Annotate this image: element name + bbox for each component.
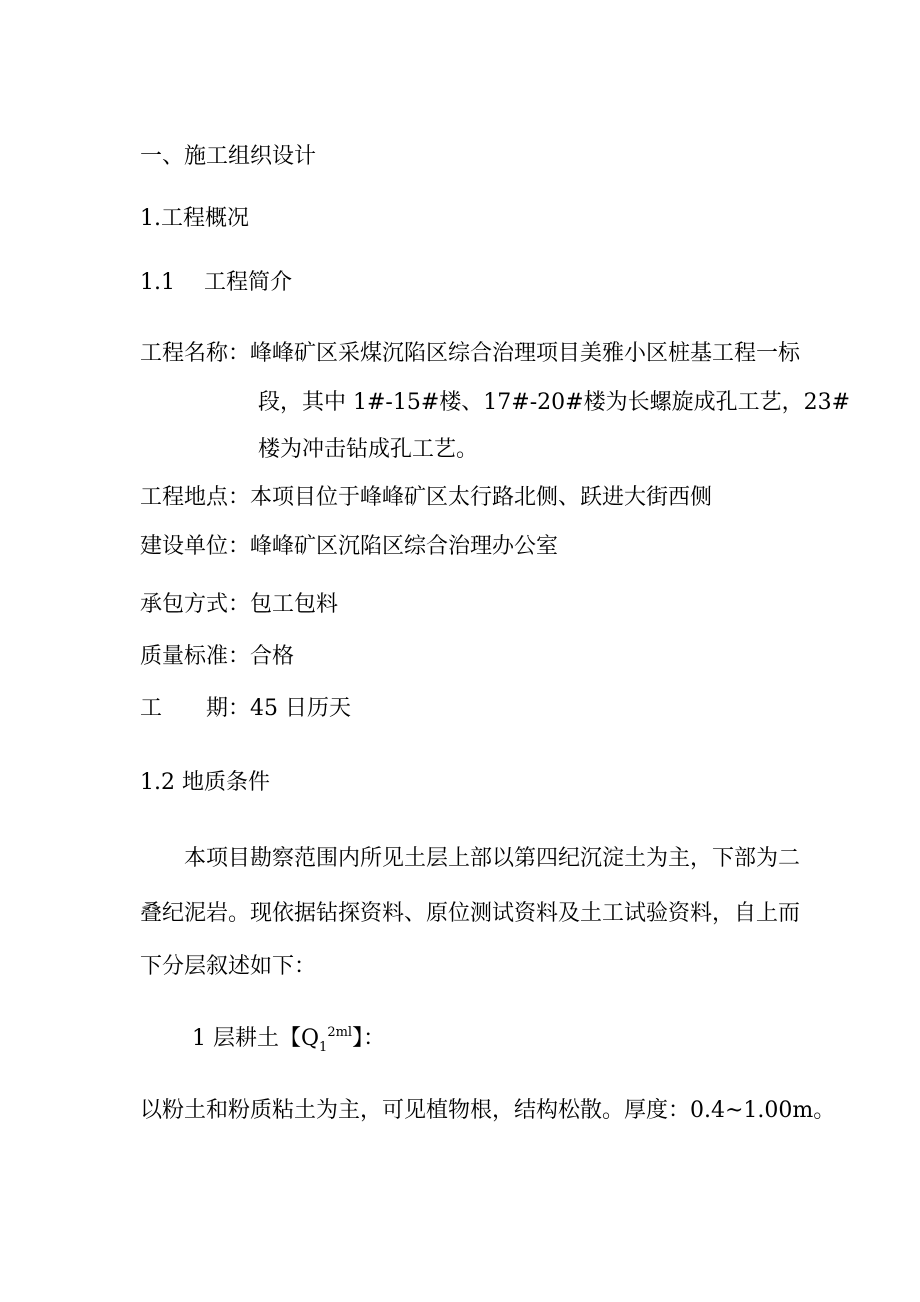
layer-description: 以粉土和粉质粘土为主，可见植物根，结构松散。厚度：0.4~1.00m。: [140, 1098, 836, 1123]
project-name-line: 楼为冲击钻成孔工艺。: [258, 437, 479, 462]
paragraph-line: 叠纪泥岩。现依据钻探资料、原位测试资料及土工试验资料，自上而: [140, 901, 801, 926]
layer-heading-text: 1 层耕土【Q: [192, 1026, 320, 1051]
layer-subscript: 1: [319, 1040, 328, 1055]
layer-heading-suffix: 】：: [352, 1026, 386, 1051]
paragraph-line: 下分层叙述如下：: [140, 954, 317, 979]
project-owner: 建设单位：峰峰矿区沉陷区综合治理办公室: [140, 534, 559, 559]
quality-standard: 质量标准：合格: [140, 644, 295, 669]
contract-method: 承包方式：包工包料: [140, 592, 339, 617]
paragraph-line: 本项目勘察范围内所见土层上部以第四纪沉淀土为主，下部为二: [184, 846, 801, 871]
project-duration: 工 期：45 日历天: [140, 696, 351, 721]
project-name-line: 工程名称：峰峰矿区采煤沉陷区综合治理项目美雅小区桩基工程一标: [140, 341, 801, 366]
project-location: 工程地点：本项目位于峰峰矿区太行路北侧、跃进大街西侧: [140, 485, 713, 510]
layer-superscript: 2ml: [327, 1025, 353, 1040]
section-heading: 一、施工组织设计: [140, 144, 317, 169]
project-name-line: 段，其中 1#-15#楼、17#-20#楼为长螺旋成孔工艺，23#: [258, 390, 851, 415]
subsection-heading: 1.1 工程简介: [140, 270, 292, 295]
subsection-heading: 1.工程概况: [140, 206, 249, 231]
layer-heading: [192, 1025, 386, 1055]
subsection-heading: 1.2 地质条件: [140, 770, 270, 795]
